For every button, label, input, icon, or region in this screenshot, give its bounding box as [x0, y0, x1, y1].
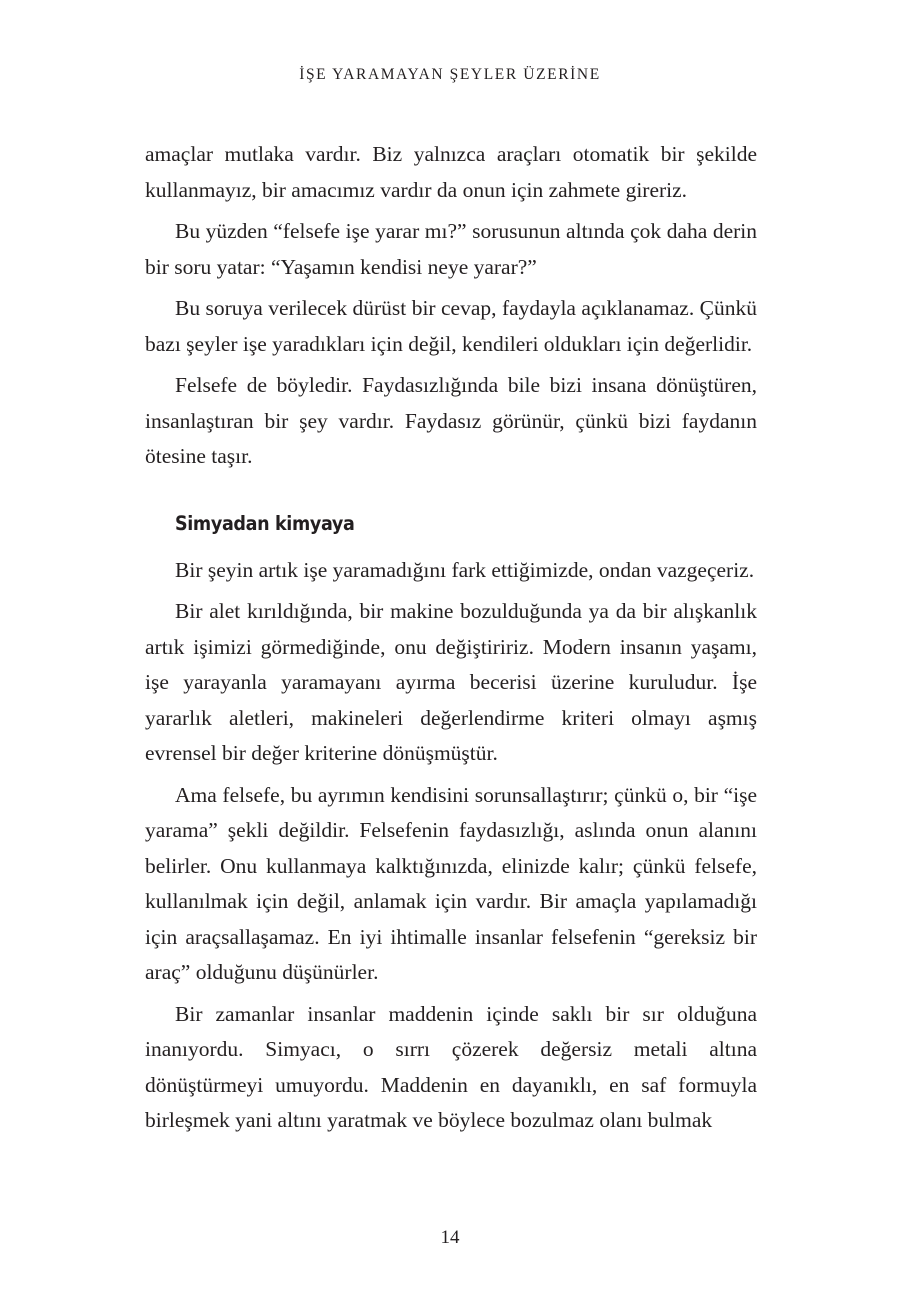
section-heading: Simyadan kimyaya — [175, 511, 355, 535]
paragraph: Ama felsefe, bu ayrımın kendisini sorunsallaştırır; çünkü o, bir “işe yarama” şekli değildir. Felsefenin faydasızlığı, aslında onun alanını belirler. Onu kullanmaya kalktığınızda, elinizde kalır; çünkü felsefe, kullanılmak için değil, anlamak için vardır. Bir amaçla yapılamadığı için araçsallaşamaz. En iyi ihtimalle insanlar felsefenin “gereksiz bir araç” olduğunu düşünürler. — [145, 782, 757, 984]
paragraph: Bu soruya verilecek dürüst bir cevap, faydayla açıklanamaz. Çünkü bazı şeyler işe yaradıkları için değil, kendileri oldukları için değerlidir. — [145, 296, 757, 356]
paragraph: Felsefe de böyledir. Faydasızlığında bile bizi insana dönüştüren, insanlaştıran bir şey vardır. Faydasız görünür, çünkü bizi faydanın ötesine taşır. — [145, 373, 757, 468]
paragraph: Bir alet kırıldığında, bir makine bozulduğunda ya da bir alışkanlık artık işimizi görmediğinde, onu değiştiririz. Modern insanın yaşamı, işe yarayanla yaramayanı ayırma becerisi üzerine kuruludur. İşe yararlık aletleri, makineleri değerlendirme kriteri olmayı aşmış evrensel bir değer kriterine dönüşmüştür. — [145, 599, 757, 765]
body-text — [145, 137, 757, 1145]
paragraph: amaçlar mutlaka vardır. Biz yalnızca araçları otomatik bir şekilde kullanmayız, bir amacımız vardır da onun için zahmete gireriz. — [145, 142, 757, 202]
paragraph: Bir şeyin artık işe yaramadığını fark ettiğimizde, ondan vazgeçeriz. — [175, 557, 755, 582]
paragraph: Bir zamanlar insanlar maddenin içinde saklı bir sır olduğuna inanıyordu. Simyacı, o sırrı çözerek değersiz metali altına dönüştürmeyi umuyordu. Maddenin en dayanıklı, en saf formuyla birleşmek yani altını yaratmak ve böylece bozulmaz olanı bulmak — [145, 1001, 757, 1132]
paragraph: Bu yüzden “felsefe işe yarar mı?” sorusunun altında çok daha derin bir soru yatar: “Yaşamın kendisi neye yarar?” — [145, 219, 757, 279]
running-head: İŞE YARAMAYAN ŞEYLER ÜZERİNE — [299, 66, 601, 83]
page-number: 14 — [440, 1227, 460, 1248]
